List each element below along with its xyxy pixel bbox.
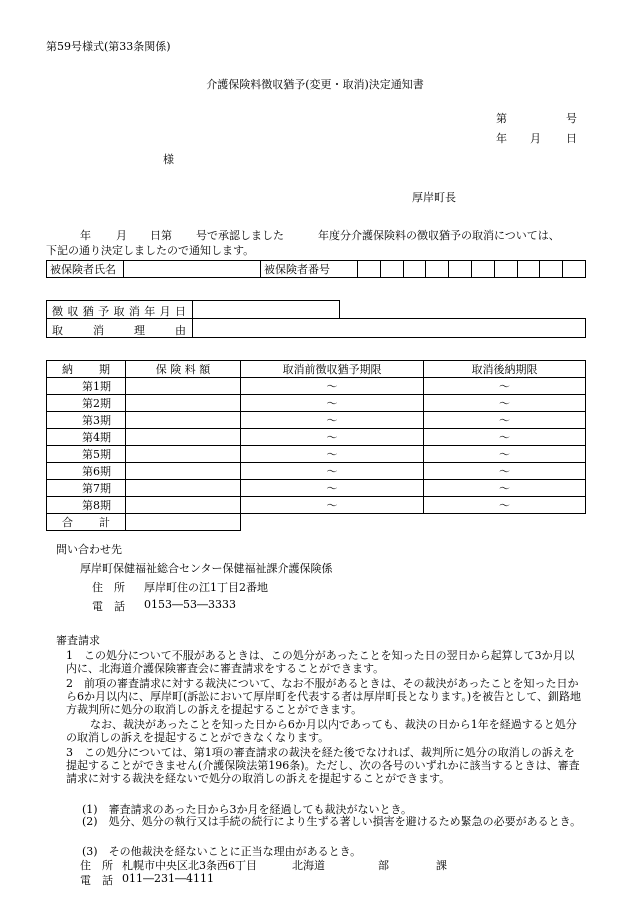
before-cell[interactable]: ～: [241, 429, 424, 446]
review-item-1: (1) 審査請求のあった日から3か月を経過しても裁決がないとき。: [82, 803, 413, 816]
header-period: 納 期: [47, 361, 126, 378]
before-cell[interactable]: ～: [241, 480, 424, 497]
body-line2: 下記の通り決定しましたので通知します。: [46, 244, 255, 257]
period-label: 第8期: [47, 497, 126, 514]
table-row: [47, 429, 586, 446]
header-amount: 保 険 料 額: [126, 361, 241, 378]
before-cell[interactable]: ～: [241, 395, 424, 412]
contact-phone: 0153―53―3333: [144, 598, 236, 611]
doc-number-dai: 第: [496, 112, 507, 125]
contact-address: 厚岸町住の江1丁目2番地: [144, 581, 268, 594]
cancel-reason-field[interactable]: [194, 320, 584, 336]
insured-number-label: 被保険者番号: [261, 261, 358, 278]
amount-cell[interactable]: [126, 480, 241, 497]
insured-number-box[interactable]: [449, 261, 472, 278]
date-day: 日: [566, 132, 577, 145]
insured-table: [46, 260, 586, 278]
form-number: 第59号様式(第33条関係): [46, 40, 171, 53]
contact-address-label: 住 所: [92, 581, 125, 594]
table-row: [47, 446, 586, 463]
table-row: [47, 480, 586, 497]
body-month: 月: [116, 229, 127, 242]
body-fiscal-year: 年度分介護保険料の徴収猶予の取消については、: [318, 229, 560, 242]
amount-cell[interactable]: [126, 395, 241, 412]
body-day-dai: 日第: [150, 229, 172, 242]
after-cell[interactable]: ～: [424, 480, 586, 497]
period-table: [46, 360, 586, 531]
review-paragraph-2b: なお、裁決があったことを知った日から6か月以内であっても、裁決の日から1年を経過すると処分の取消しの訴えを提起することができなくなります。: [66, 718, 577, 744]
amount-cell[interactable]: [126, 429, 241, 446]
doc-number-go: 号: [566, 112, 577, 125]
after-cell[interactable]: ～: [424, 429, 586, 446]
review-paragraph-2: 2 前項の審査請求に対する裁決について、なお不服があるときは、その裁決があったことを知った日から6か月以内に、厚岸町(訴訟において厚岸町を代表する者は厚岸町長となります。)を被告として、釧路地方裁判所に処分の取消しの訴えを提起することができます。: [66, 677, 581, 716]
date-year: 年: [496, 132, 507, 145]
after-cell[interactable]: ～: [424, 378, 586, 395]
cancel-date-field[interactable]: [194, 301, 338, 317]
insured-number-box[interactable]: [517, 261, 540, 278]
period-label: 第7期: [47, 480, 126, 497]
insured-number-box[interactable]: [380, 261, 403, 278]
insured-number-box[interactable]: [471, 261, 494, 278]
header-after: 取消後納期限: [424, 361, 586, 378]
document-title: 介護保険料徴収猶予(変更・取消)決定通知書: [206, 78, 424, 91]
review-address-label: 住 所: [80, 859, 113, 872]
review-phone: 011―231―4111: [122, 872, 214, 885]
body-approved: 号で承認しました: [196, 229, 284, 242]
period-label: 第1期: [47, 378, 126, 395]
before-cell[interactable]: ～: [241, 378, 424, 395]
insured-number-box[interactable]: [358, 261, 381, 278]
table-row: [47, 395, 586, 412]
table-row: [47, 378, 586, 395]
cancel-table: [46, 300, 586, 338]
before-cell[interactable]: ～: [241, 412, 424, 429]
review-ka: 課: [436, 859, 447, 872]
amount-cell[interactable]: [126, 378, 241, 395]
review-paragraph-3: 3 この処分については、第1項の審査請求の裁決を経た後でなければ、裁判所に処分の取消しの訴えを提起することができません(介護保険法第196条)。ただし、次の各号のいずれかに該当するときは、審査請求に対する裁決を経ないで処分の取消しの訴えを提起することができます。: [66, 746, 580, 785]
insured-name-label: 被保険者氏名: [47, 261, 124, 278]
total-label: 合 計: [47, 514, 126, 531]
review-item-3: (3) その他裁決を経ないことに正当な理由があるとき。: [82, 845, 362, 858]
review-item-2: (2) 処分、処分の執行又は手続の続行により生ずる著しい損害を避けるため緊急の必要があるとき。: [82, 815, 582, 828]
insured-number-box[interactable]: [426, 261, 449, 278]
insured-name-field[interactable]: [124, 261, 261, 278]
period-label: 第5期: [47, 446, 126, 463]
table-row-total: [47, 514, 586, 531]
period-label: 第2期: [47, 395, 126, 412]
table-row: [47, 412, 586, 429]
cancel-date-label: 徴 収 猶 予 取 消 年 月 日: [52, 305, 186, 318]
contact-office: 厚岸町保健福祉総合センター保健福祉課介護保険係: [80, 562, 333, 575]
insured-number-box[interactable]: [494, 261, 517, 278]
after-cell[interactable]: ～: [424, 412, 586, 429]
insured-number-box[interactable]: [540, 261, 563, 278]
header-before: 取消前徴収猶予期限: [241, 361, 424, 378]
cancel-reason-label: 取 消 理 由: [52, 324, 186, 337]
date-month: 月: [530, 132, 541, 145]
insured-number-box[interactable]: [563, 261, 586, 278]
before-cell[interactable]: ～: [241, 446, 424, 463]
after-cell[interactable]: ～: [424, 395, 586, 412]
period-label: 第3期: [47, 412, 126, 429]
after-cell[interactable]: ～: [424, 446, 586, 463]
period-label: 第6期: [47, 463, 126, 480]
total-amount-cell[interactable]: [126, 514, 241, 531]
after-cell[interactable]: ～: [424, 497, 586, 514]
review-org: 北海道: [292, 859, 325, 872]
review-address: 札幌市中央区北3条西6丁目: [122, 859, 257, 872]
amount-cell[interactable]: [126, 463, 241, 480]
amount-cell[interactable]: [126, 446, 241, 463]
before-cell[interactable]: ～: [241, 497, 424, 514]
amount-cell[interactable]: [126, 497, 241, 514]
review-heading: 審査請求: [56, 634, 100, 647]
contact-heading: 問い合わせ先: [56, 543, 122, 556]
table-row: [47, 497, 586, 514]
addressee-sama: 様: [163, 153, 174, 166]
after-cell[interactable]: ～: [424, 463, 586, 480]
amount-cell[interactable]: [126, 412, 241, 429]
period-label: 第4期: [47, 429, 126, 446]
review-phone-label: 電 話: [80, 874, 113, 887]
insured-number-box[interactable]: [403, 261, 426, 278]
table-row: [47, 463, 586, 480]
review-bu: 部: [378, 859, 389, 872]
review-paragraph-1: 1 この処分について不服があるときは、この処分があったことを知った日の翌日から起算して3か月以内に、北海道介護保険審査会に審査請求をすることができます。: [66, 649, 575, 675]
contact-phone-label: 電 話: [92, 600, 125, 613]
issuer: 厚岸町長: [412, 191, 456, 204]
body-year: 年: [80, 229, 91, 242]
before-cell[interactable]: ～: [241, 463, 424, 480]
